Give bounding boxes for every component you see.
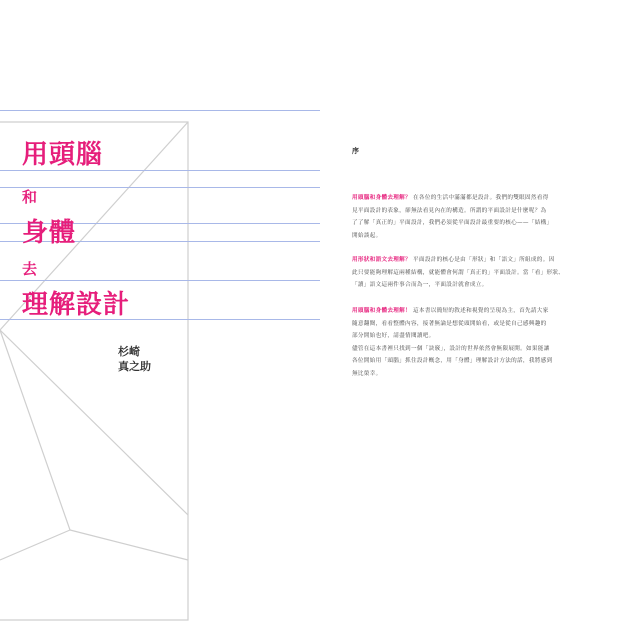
cover-title-line-1: 用頭腦	[22, 140, 104, 170]
paragraph-line: 儘管在這本書裡只找到一個「訣竅」，設計的世界依然會無限展開。如果能讓	[352, 345, 550, 352]
paragraph-line: 各位開始用「頭腦」抓住設計概念，用「身體」理解設計方法的話，我將感到	[352, 358, 553, 364]
paragraph-line: 見平面設計的表象，卻無法看見內在的構造。所謂的平面設計是什麼呢？為	[352, 207, 547, 214]
paragraph-line: 平面設計的核心是由「形狀」和「語文」所組成的。因	[413, 257, 555, 263]
author-name	[118, 344, 151, 374]
preface-paragraph-1	[352, 192, 614, 242]
cover-title-line-4: 去	[22, 260, 39, 278]
paragraph-lead: 用頭腦和身體去理解？	[352, 195, 411, 201]
paragraph-line: 這本書以簡短的敘述和視覺的呈現為主，首先請大家	[413, 308, 549, 314]
paragraph-line: 在各位的生活中滿滿都是設計。我們的雙眼固然看得	[413, 195, 549, 201]
paragraph-line: 「讀」語文這兩件事合而為一，平面設計就會成立。	[352, 282, 488, 288]
guide-line	[0, 187, 320, 188]
cover-title-line-2: 和	[22, 188, 39, 206]
author-surname: 杉崎	[118, 345, 140, 358]
preface-heading: 序	[352, 147, 359, 155]
guide-line	[0, 110, 320, 111]
paragraph-line: 部分開始也好，請盡情閱讀吧。	[352, 333, 435, 339]
cover-title-line-3: 身體	[22, 218, 77, 248]
preface-paragraph-2	[352, 254, 614, 292]
paragraph-line: 了了解「真正的」平面設計，我們必須從平面設計最重要的核心——「結構」	[352, 220, 553, 226]
guide-line	[0, 170, 320, 171]
preface-paragraph-3	[352, 305, 614, 380]
paragraph-line: 無比榮幸。	[352, 370, 382, 377]
paragraph-line: 開始談起。	[352, 232, 382, 239]
cover-title-line-5: 理解設計	[22, 290, 131, 320]
guide-line	[0, 280, 320, 281]
paragraph-lead: 用頭腦和身體去理解！	[352, 308, 411, 314]
paragraph-line: 隨意翻閱，看看整體內容，接著無論是想從頭開始看，或是從自己感興趣的	[352, 320, 547, 327]
paragraph-line: 此只要能夠理解這兩種結構，就能體會何謂「真正的」平面設計。當「看」形狀、	[352, 269, 565, 276]
paragraph-lead: 用形狀和語文去理解？	[352, 257, 411, 263]
author-given-name: 真之助	[118, 360, 151, 373]
